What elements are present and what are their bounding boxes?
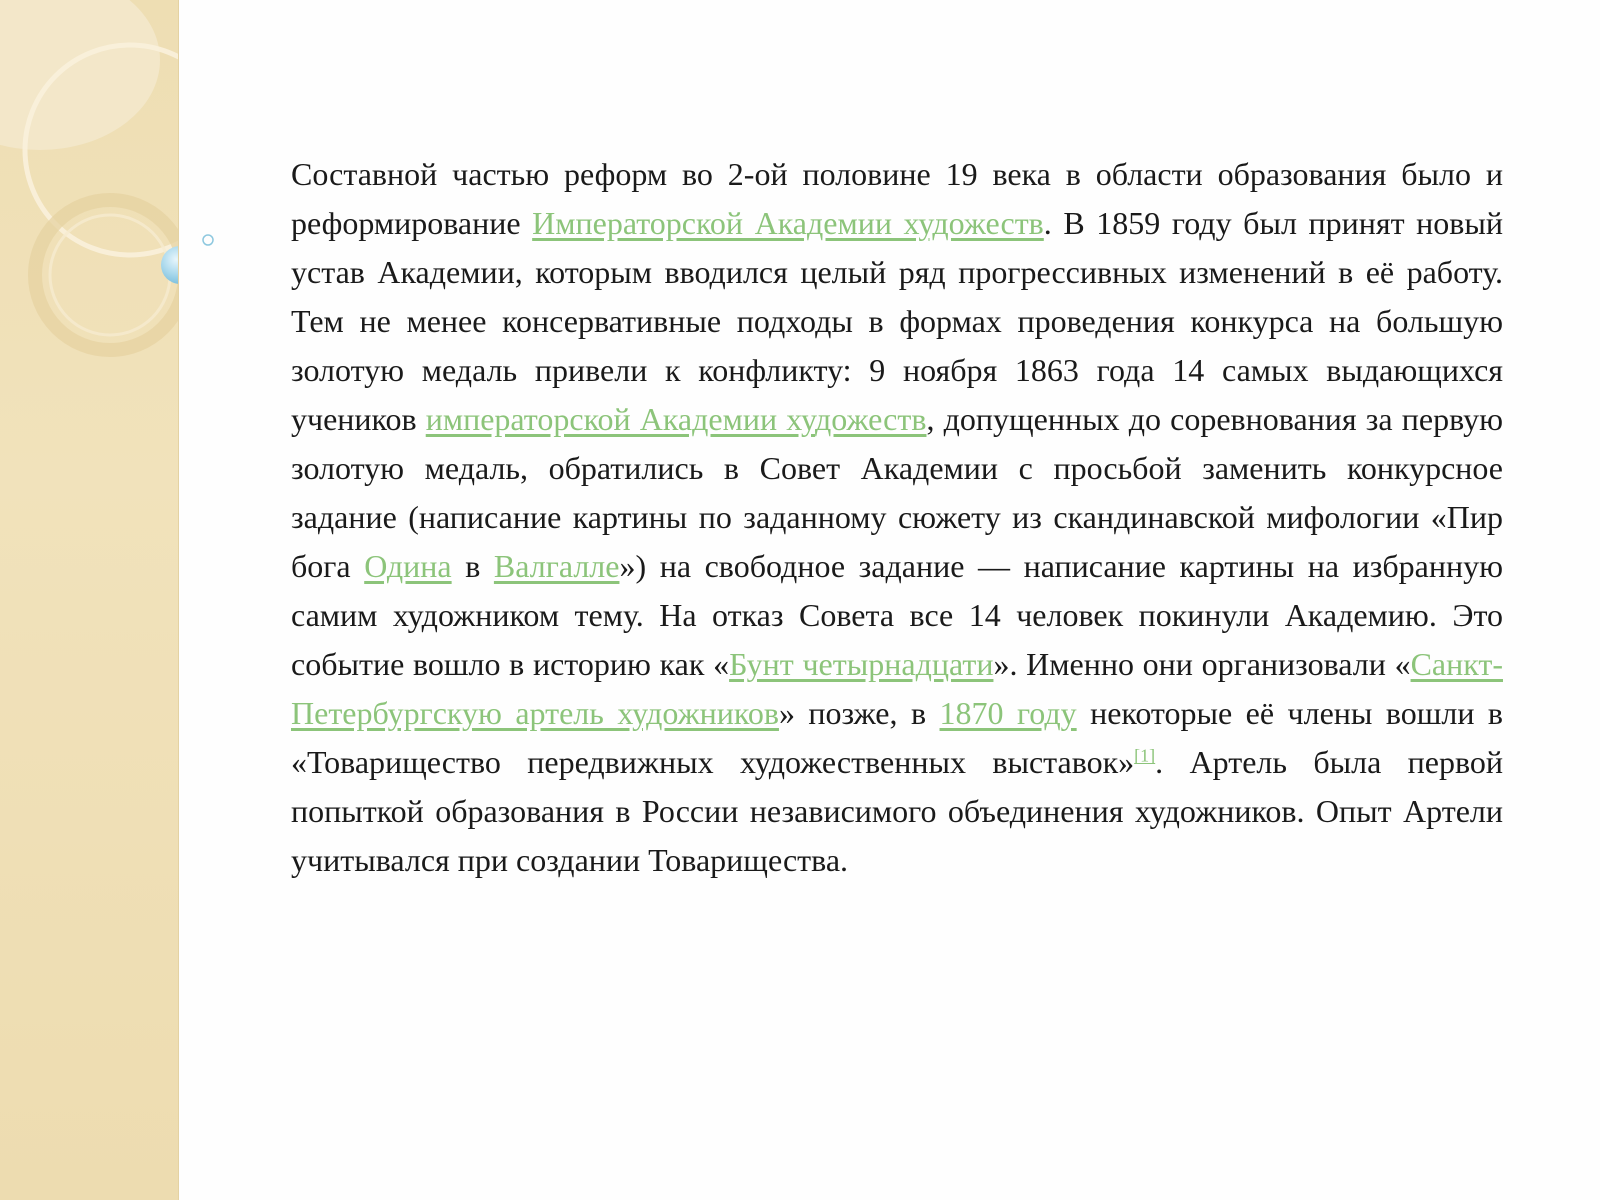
hyperlink[interactable]: 1870 году xyxy=(939,695,1077,731)
decorative-circles-graphic xyxy=(0,0,178,1200)
slide-body-text xyxy=(291,150,1503,885)
hyperlink[interactable]: Бунт четырнадцати xyxy=(729,646,994,682)
small-bubble-icon xyxy=(200,232,220,252)
hyperlink[interactable]: дожеств xyxy=(815,401,927,437)
footnote-link[interactable]: [1] xyxy=(1134,745,1156,766)
text-segment: ») на свободное задание — написание картины на избранную самим художником тему. На отказ Совета все 14 человек покинули Академию. Это событие вошло в историю как « xyxy=(291,548,1504,682)
text-segment: , допущенных до соревнования за первую золотую медаль, обратились в Совет Академии с просьбой заменить конкурсное задание (написание картины по заданному сюжету из скандинавской мифологии «Пир бога xyxy=(291,401,1504,584)
text-segment: Составной частью реформ во 2-ой половине 19 века в области образования было и реформирование xyxy=(291,156,1503,241)
text-segment: в xyxy=(451,548,494,584)
text-segment: » позже, в xyxy=(778,695,940,731)
text-segment: . В 1859 году был принят новый устав Академии, которым вводился целый ряд прогрессивных изменений в её работу. Тем не менее консервативные подходы в формах проведения конкурса на большую золотую медаль привели к конфликту: 9 ноября 1863 года 14 самых выдающихся учеников xyxy=(291,205,1504,437)
footnote-marker xyxy=(1134,745,1155,765)
hyperlink[interactable]: Одина xyxy=(364,548,452,584)
hyperlink[interactable]: императорской Академии ху xyxy=(425,401,815,437)
hyperlink[interactable]: Санкт-Петербургскую артель художников xyxy=(291,646,1503,731)
text-segment: ». Именно они организовали « xyxy=(993,646,1411,682)
text-segment: некоторые её члены вошли в «Товарищество передвижных художественных выставок» xyxy=(291,695,1504,780)
text-segment: . Артель была первой попыткой образования в России независимого объединения художников. Опыт Артели учитывался при создании Товарищества. xyxy=(291,744,1504,878)
decorative-side-band xyxy=(0,0,179,1200)
hyperlink[interactable]: Императорской Академии художеств xyxy=(532,205,1044,241)
hyperlink[interactable]: Валгалле xyxy=(493,548,620,584)
